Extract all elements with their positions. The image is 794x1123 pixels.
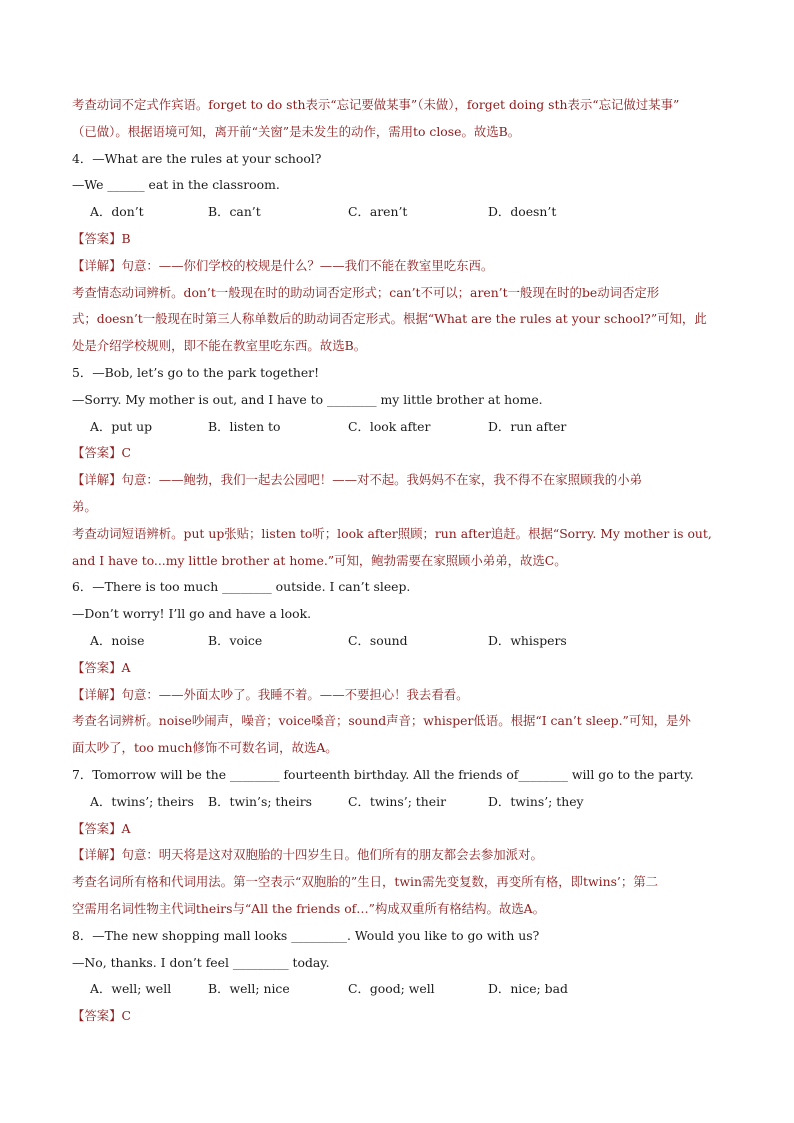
answer-option: C．twins’; their xyxy=(348,793,446,809)
question-line: 6．—There is too much ________ outside. I can’t sleep. xyxy=(72,579,411,595)
answer-option: C．good; well xyxy=(348,981,435,997)
explanation-line: 考查动词短语辨析。put up张贴；listen to听；look after照顾；run after追赶。根据“Sorry. My mother is out, xyxy=(72,525,712,541)
explanation-line: （已做）。根据语境可知，离开前“关窗”是未发生的动作，需用to close。故选B。 xyxy=(72,123,521,139)
explanation-line: 【详解】句意：——你们学校的校规是什么？——我们不能在教室里吃东西。 xyxy=(72,257,494,273)
answer-options xyxy=(72,628,726,655)
question-line: —Sorry. My mother is out, and I have to ________ my little brother at home. xyxy=(72,391,543,407)
explanation-line: 【详解】句意：——鲍勃，我们一起去公园吧！——对不起。我妈妈不在家，我不得不在家照顾我的小弟 xyxy=(72,472,642,488)
explanation-line: 【答案】C xyxy=(72,445,132,461)
explanation-line: 处是介绍学校规则，即不能在教室里吃东西。故选B。 xyxy=(72,338,367,354)
answer-option: A．put up xyxy=(90,418,153,434)
question-line: —We ______ eat in the classroom. xyxy=(72,177,280,193)
answer-option: B．twin’s; theirs xyxy=(208,793,312,809)
answer-option: C．aren’t xyxy=(348,204,408,220)
explanation-line: 【答案】A xyxy=(72,659,131,675)
answer-options xyxy=(72,414,726,441)
explanation-line: 考查名词辨析。noise吵闹声，噪音；voice嗓音；sound声音；whisper低语。根据“I can’t sleep.”可知，是外 xyxy=(72,713,691,729)
explanation-line: 【答案】A xyxy=(72,820,131,836)
explanation-line: 空需用名词性物主代词theirs与“All the friends of…”构成双重所有格结构。故选A。 xyxy=(72,900,546,916)
answer-options xyxy=(72,199,726,226)
question-line: 7．Tomorrow will be the ________ fourteenth birthday. All the friends of________ will go to the party. xyxy=(72,766,694,782)
answer-option: B．well; nice xyxy=(208,981,290,997)
explanation-line: and I have to...my little brother at home.”可知，鲍勃需要在家照顾小弟弟，故选C。 xyxy=(72,552,567,568)
answer-options xyxy=(72,789,726,816)
answer-option: C．look after xyxy=(348,418,431,434)
explanation-line: 考查动词不定式作宾语。forget to do sth表示“忘记要做某事”（未做），forget doing sth表示“忘记做过某事” xyxy=(72,97,680,112)
explanation-line: 【详解】句意：——外面太吵了。我睡不着。——不要担心！我去看看。 xyxy=(72,686,469,702)
question-line: 8．—The new shopping mall looks _________. Would you like to go with us? xyxy=(72,927,540,943)
explanation-line: 考查情态动词辨析。don’t一般现在时的助动词否定形式；can’t不可以；aren’t一般现在时的be动词否定形 xyxy=(72,284,660,300)
explanation-line: 【答案】C xyxy=(72,1008,132,1024)
document-page xyxy=(72,92,726,1030)
answer-option: B．listen to xyxy=(208,418,281,434)
answer-option: D．run after xyxy=(488,418,567,434)
answer-option: C．sound xyxy=(348,632,408,648)
answer-option: A．twins’; theirs xyxy=(90,793,194,809)
question-line: 5．—Bob, let’s go to the park together! xyxy=(72,364,320,380)
explanation-line: 【详解】句意：明天将是这对双胞胎的十四岁生日。他们所有的朋友都会去参加派对。 xyxy=(72,847,543,863)
explanation-line: 面太吵了，too much修饰不可数名词，故选A。 xyxy=(72,740,338,756)
answer-option: A．noise xyxy=(90,632,145,648)
answer-option: D．nice; bad xyxy=(488,981,568,997)
answer-option: B．can’t xyxy=(208,204,261,220)
question-line: 4．—What are the rules at your school? xyxy=(72,150,322,166)
answer-option: D．twins’; they xyxy=(488,793,584,809)
answer-option: B．voice xyxy=(208,632,263,648)
answer-option: D．whispers xyxy=(488,632,567,648)
answer-option: A．don’t xyxy=(90,204,144,220)
question-line: —No, thanks. I don’t feel _________ today. xyxy=(72,954,330,970)
answer-option: D．doesn’t xyxy=(488,204,557,220)
explanation-line: 式；doesn’t一般现在时第三人称单数后的助动词否定形式。根据“What are the rules at your school?”可知，此 xyxy=(72,311,707,327)
explanation-line: 考查名词所有格和代词用法。第一空表示“双胞胎的”生日，twin需先变复数，再变所有格，即twins’；第二 xyxy=(72,874,659,890)
explanation-line: 弟。 xyxy=(72,498,97,514)
answer-options xyxy=(72,976,726,1003)
explanation-line: 【答案】B xyxy=(72,230,131,246)
question-line: —Don’t worry! I’ll go and have a look. xyxy=(72,606,312,622)
answer-option: A．well; well xyxy=(90,981,172,997)
